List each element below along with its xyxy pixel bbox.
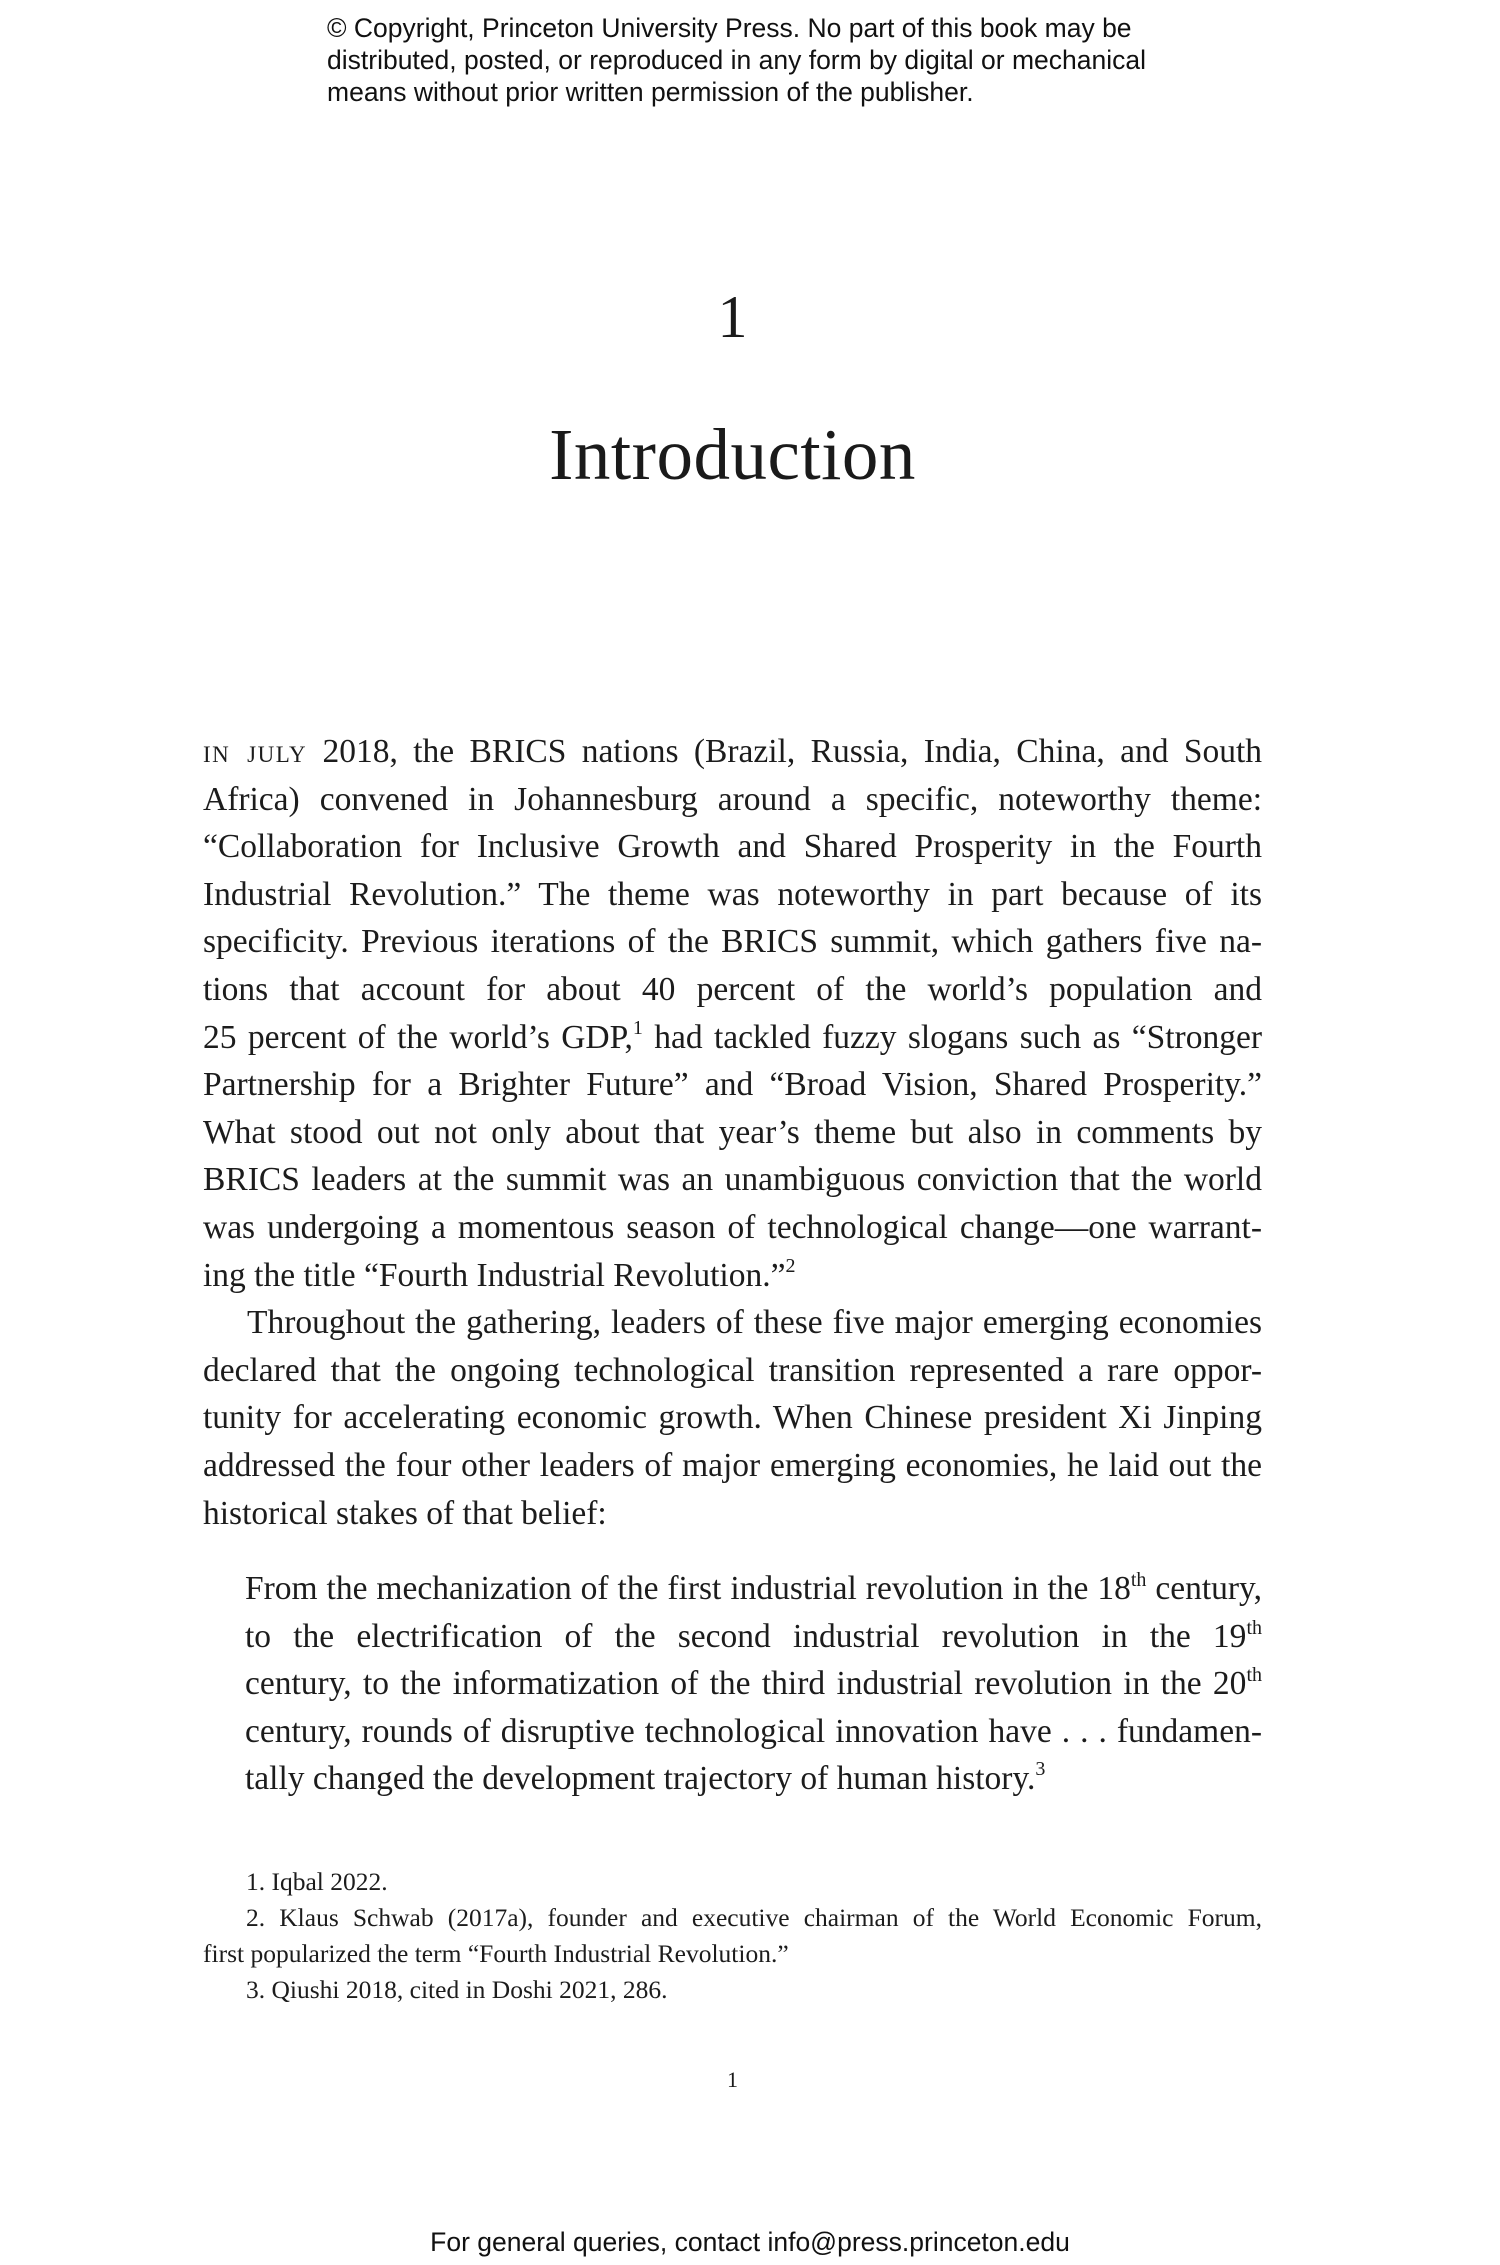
text-line: specificity. Previous iterations of the BRICS summit, which gathers five na- <box>203 923 1262 961</box>
footnote-2: 2. Klaus Schwab (2017a), founder and executive chairman of the World Economic Forum, <box>246 1903 1262 1932</box>
chapter-title: Introduction <box>549 414 916 495</box>
footnote-ref-2[interactable]: 2 <box>785 1254 796 1277</box>
text-line: “Collaboration for Inclusive Growth and Shared Prosperity in the Fourth <box>203 828 1262 866</box>
text-line: BRICS leaders at the summit was an unambiguous conviction that the world <box>203 1161 1262 1199</box>
footnote-ref-1[interactable]: 1 <box>632 1016 643 1039</box>
footnote-3: 3. Qiushi 2018, cited in Doshi 2021, 286. <box>246 1975 668 2004</box>
quote-line: century, to the informatization of the third industrial revolution in the 20th <box>245 1664 1262 1703</box>
text-line: ing the title “Fourth Industrial Revolution.”$^2$ <box>203 1254 796 1294</box>
quote-line: tally changed the development trajectory of human history.$^3$ <box>245 1758 1046 1798</box>
text-line: addressed the four other leaders of major emerging economies, he laid out the <box>203 1446 1262 1484</box>
text-line: What stood out not only about that year’s theme but also in comments by <box>203 1113 1262 1151</box>
quote-line: From the mechanization of the first industrial revolution in the 18th century, <box>245 1569 1262 1607</box>
text-line: in july 2018, the BRICS nations (Brazil, Russia, India, China, and South <box>203 733 1263 770</box>
text-line: historical stakes of that belief: <box>203 1494 607 1532</box>
text-line: was undergoing a momentous season of technological change—one warrant- <box>203 1208 1262 1246</box>
copyright-line: means without prior written permission of the publisher. <box>327 77 974 107</box>
paragraph-1 <box>203 728 1262 1299</box>
text-line: 25 percent of the world’s GDP,$^1$ had tackled fuzzy slogans such as “Stronger <box>203 1016 1262 1056</box>
copyright-line: distributed, posted, or reproduced in any form by digital or mechanical <box>327 45 1146 75</box>
copyright-line: © Copyright, Princeton University Press. No part of this book may be <box>327 13 1132 43</box>
quote-line: century, rounds of disruptive technological innovation have . . . fundamen- <box>245 1712 1262 1750</box>
footnotes <box>203 1864 1262 2008</box>
footnote-2-continued: first popularized the term “Fourth Industrial Revolution.” <box>203 1939 789 1968</box>
paragraph-2 <box>203 1299 1262 1537</box>
block-quote <box>245 1565 1262 1803</box>
chapter-number: 1 <box>717 284 748 350</box>
text-line: Africa) convened in Johannesburg around a specific, noteworthy theme: <box>203 780 1262 818</box>
footer-contact: For general queries, contact info@press.princeton.edu <box>430 2227 1070 2257</box>
text-line: tunity for accelerating economic growth. When Chinese president Xi Jinping <box>203 1399 1262 1437</box>
copyright-notice <box>327 12 1227 108</box>
footnote-ref-3[interactable]: 3 <box>1035 1758 1046 1781</box>
text-line: Partnership for a Brighter Future” and “Broad Vision, Shared Prosperity.” <box>203 1066 1262 1104</box>
footnote-1: 1. Iqbal 2022. <box>246 1867 388 1896</box>
opening-small-caps: in july <box>203 733 308 770</box>
quote-line: to the electrification of the second industrial revolution in the 19th <box>245 1616 1262 1655</box>
page-number: 1 <box>727 2067 738 2092</box>
body-text <box>203 728 1262 1537</box>
text-line: tions that account for about 40 percent of the world’s population and <box>203 970 1262 1008</box>
text-line: Throughout the gathering, leaders of these five major emerging economies <box>247 1304 1262 1342</box>
text-line: Industrial Revolution.” The theme was noteworthy in part because of its <box>203 875 1262 913</box>
text-line: declared that the ongoing technological transition represented a rare oppor- <box>203 1351 1262 1389</box>
